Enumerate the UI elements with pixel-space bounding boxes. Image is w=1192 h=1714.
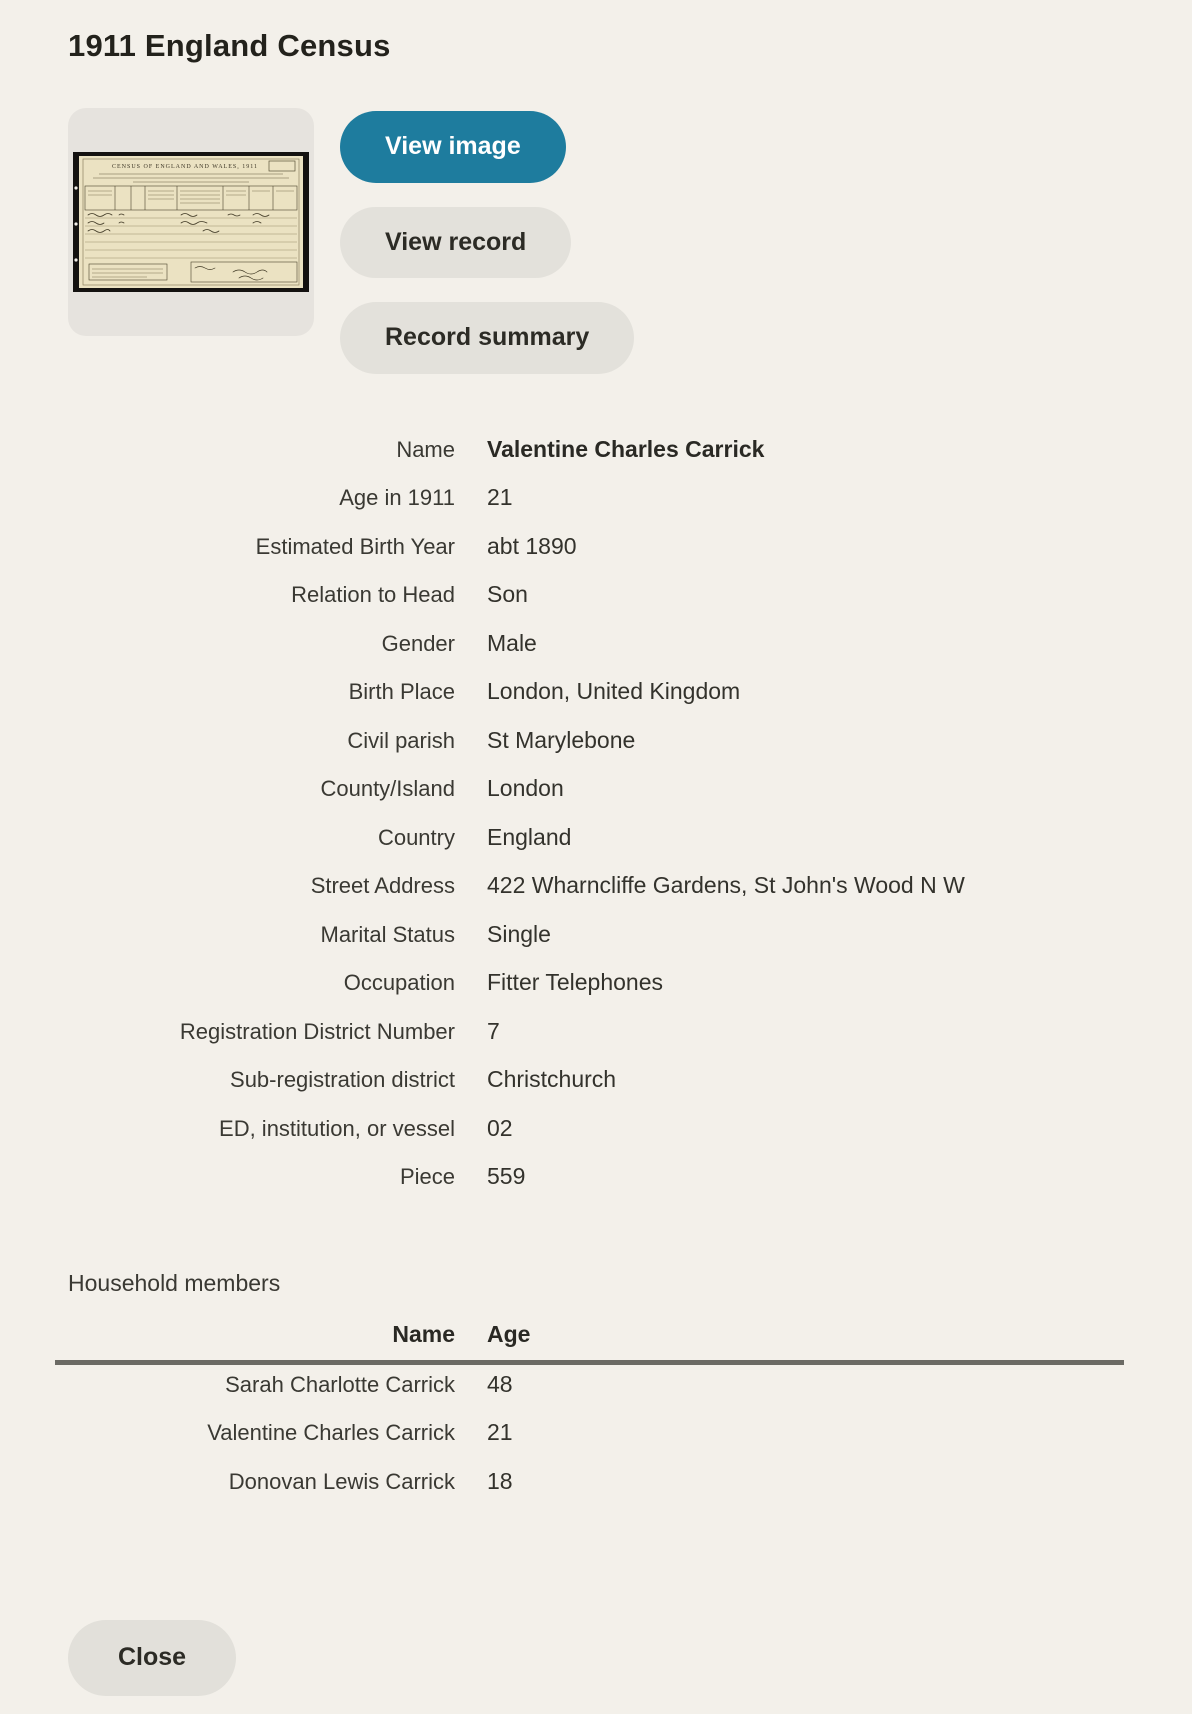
field-value: 7: [487, 1017, 500, 1044]
close-button-area: [68, 1620, 1124, 1704]
field-label: ED, institution, or vessel: [219, 1115, 455, 1141]
field-value: London: [487, 775, 564, 801]
record-field-row: [68, 921, 1124, 970]
action-buttons: [340, 108, 634, 374]
field-label: Civil parish: [347, 727, 455, 753]
household-table-header: [68, 1321, 1124, 1360]
field-label: Relation to Head: [291, 582, 455, 607]
record-field-row: [68, 775, 1124, 824]
field-label: Registration District Number: [179, 1018, 455, 1044]
record-field-row: [68, 1018, 1124, 1067]
field-label: Marital Status: [320, 921, 455, 947]
field-label: Gender: [381, 630, 455, 656]
household-member-row: [68, 1419, 1124, 1468]
record-field-row: [68, 1163, 1124, 1212]
field-value: Son: [487, 581, 528, 607]
field-value: 02: [487, 1114, 513, 1141]
household-member-row: [68, 1468, 1124, 1517]
field-value: St Marylebone: [487, 726, 636, 753]
household-name-column-header: Name: [392, 1320, 455, 1347]
field-value: England: [487, 823, 572, 850]
field-value: Valentine Charles Carrick: [487, 435, 765, 462]
record-field-row: [68, 824, 1124, 873]
member-age: 18: [487, 1467, 513, 1494]
record-field-row: [68, 678, 1124, 727]
record-field-row: [68, 533, 1124, 582]
household-rows: [68, 1371, 1124, 1517]
census-document-image: [73, 152, 309, 292]
member-age: 48: [487, 1370, 513, 1397]
member-age: 21: [487, 1419, 513, 1445]
record-summary-button[interactable]: Record summary: [340, 302, 634, 374]
svg-text:CENSUS OF ENGLAND AND WALES, 1: CENSUS OF ENGLAND AND WALES, 1911: [111, 164, 259, 170]
record-field-row: [68, 727, 1124, 776]
record-field-row: [68, 581, 1124, 630]
field-label: Age in 1911: [339, 485, 455, 510]
field-value: 559: [487, 1163, 526, 1189]
field-label: Birth Place: [348, 679, 455, 704]
field-label: Piece: [399, 1164, 455, 1189]
record-field-row: [68, 872, 1124, 921]
record-fields: [68, 436, 1124, 1212]
field-value: Christchurch: [487, 1066, 617, 1092]
view-record-button[interactable]: View record: [340, 207, 571, 279]
record-field-row: [68, 630, 1124, 679]
record-field-row: [68, 484, 1124, 533]
view-image-button[interactable]: View image: [340, 111, 566, 183]
field-label: Estimated Birth Year: [255, 533, 455, 559]
household-age-column-header: Age: [487, 1320, 531, 1347]
record-field-row: [68, 436, 1124, 485]
member-name: Valentine Charles Carrick: [207, 1420, 455, 1445]
record-field-row: [68, 1115, 1124, 1164]
field-value: London, United Kingdom: [487, 678, 741, 704]
household-section: [68, 1270, 1124, 1517]
household-heading: Household members: [68, 1269, 281, 1296]
field-label: Street Address: [310, 873, 455, 898]
household-member-row: [68, 1371, 1124, 1420]
record-field-row: [68, 969, 1124, 1018]
close-button[interactable]: Close: [68, 1620, 236, 1696]
field-label: Sub-registration district: [230, 1067, 455, 1092]
member-name: Donovan Lewis Carrick: [228, 1468, 455, 1494]
field-label: Name: [396, 436, 455, 462]
member-name: Sarah Charlotte Carrick: [225, 1371, 455, 1397]
field-label: Occupation: [343, 970, 455, 995]
field-value: Single: [487, 920, 551, 947]
media-row: [68, 108, 1124, 374]
field-value: 422 Wharncliffe Gardens, St John's Wood N W: [487, 872, 965, 898]
field-value: abt 1890: [487, 532, 577, 559]
page-title: 1911 England Census: [68, 28, 391, 63]
field-label: Country: [377, 824, 455, 850]
household-divider: [55, 1360, 1124, 1365]
field-value: 21: [487, 484, 513, 510]
census-thumbnail[interactable]: [68, 108, 314, 336]
field-value: Male: [487, 629, 537, 656]
record-field-row: [68, 1066, 1124, 1115]
field-label: County/Island: [320, 776, 455, 801]
field-value: Fitter Telephones: [487, 969, 664, 995]
